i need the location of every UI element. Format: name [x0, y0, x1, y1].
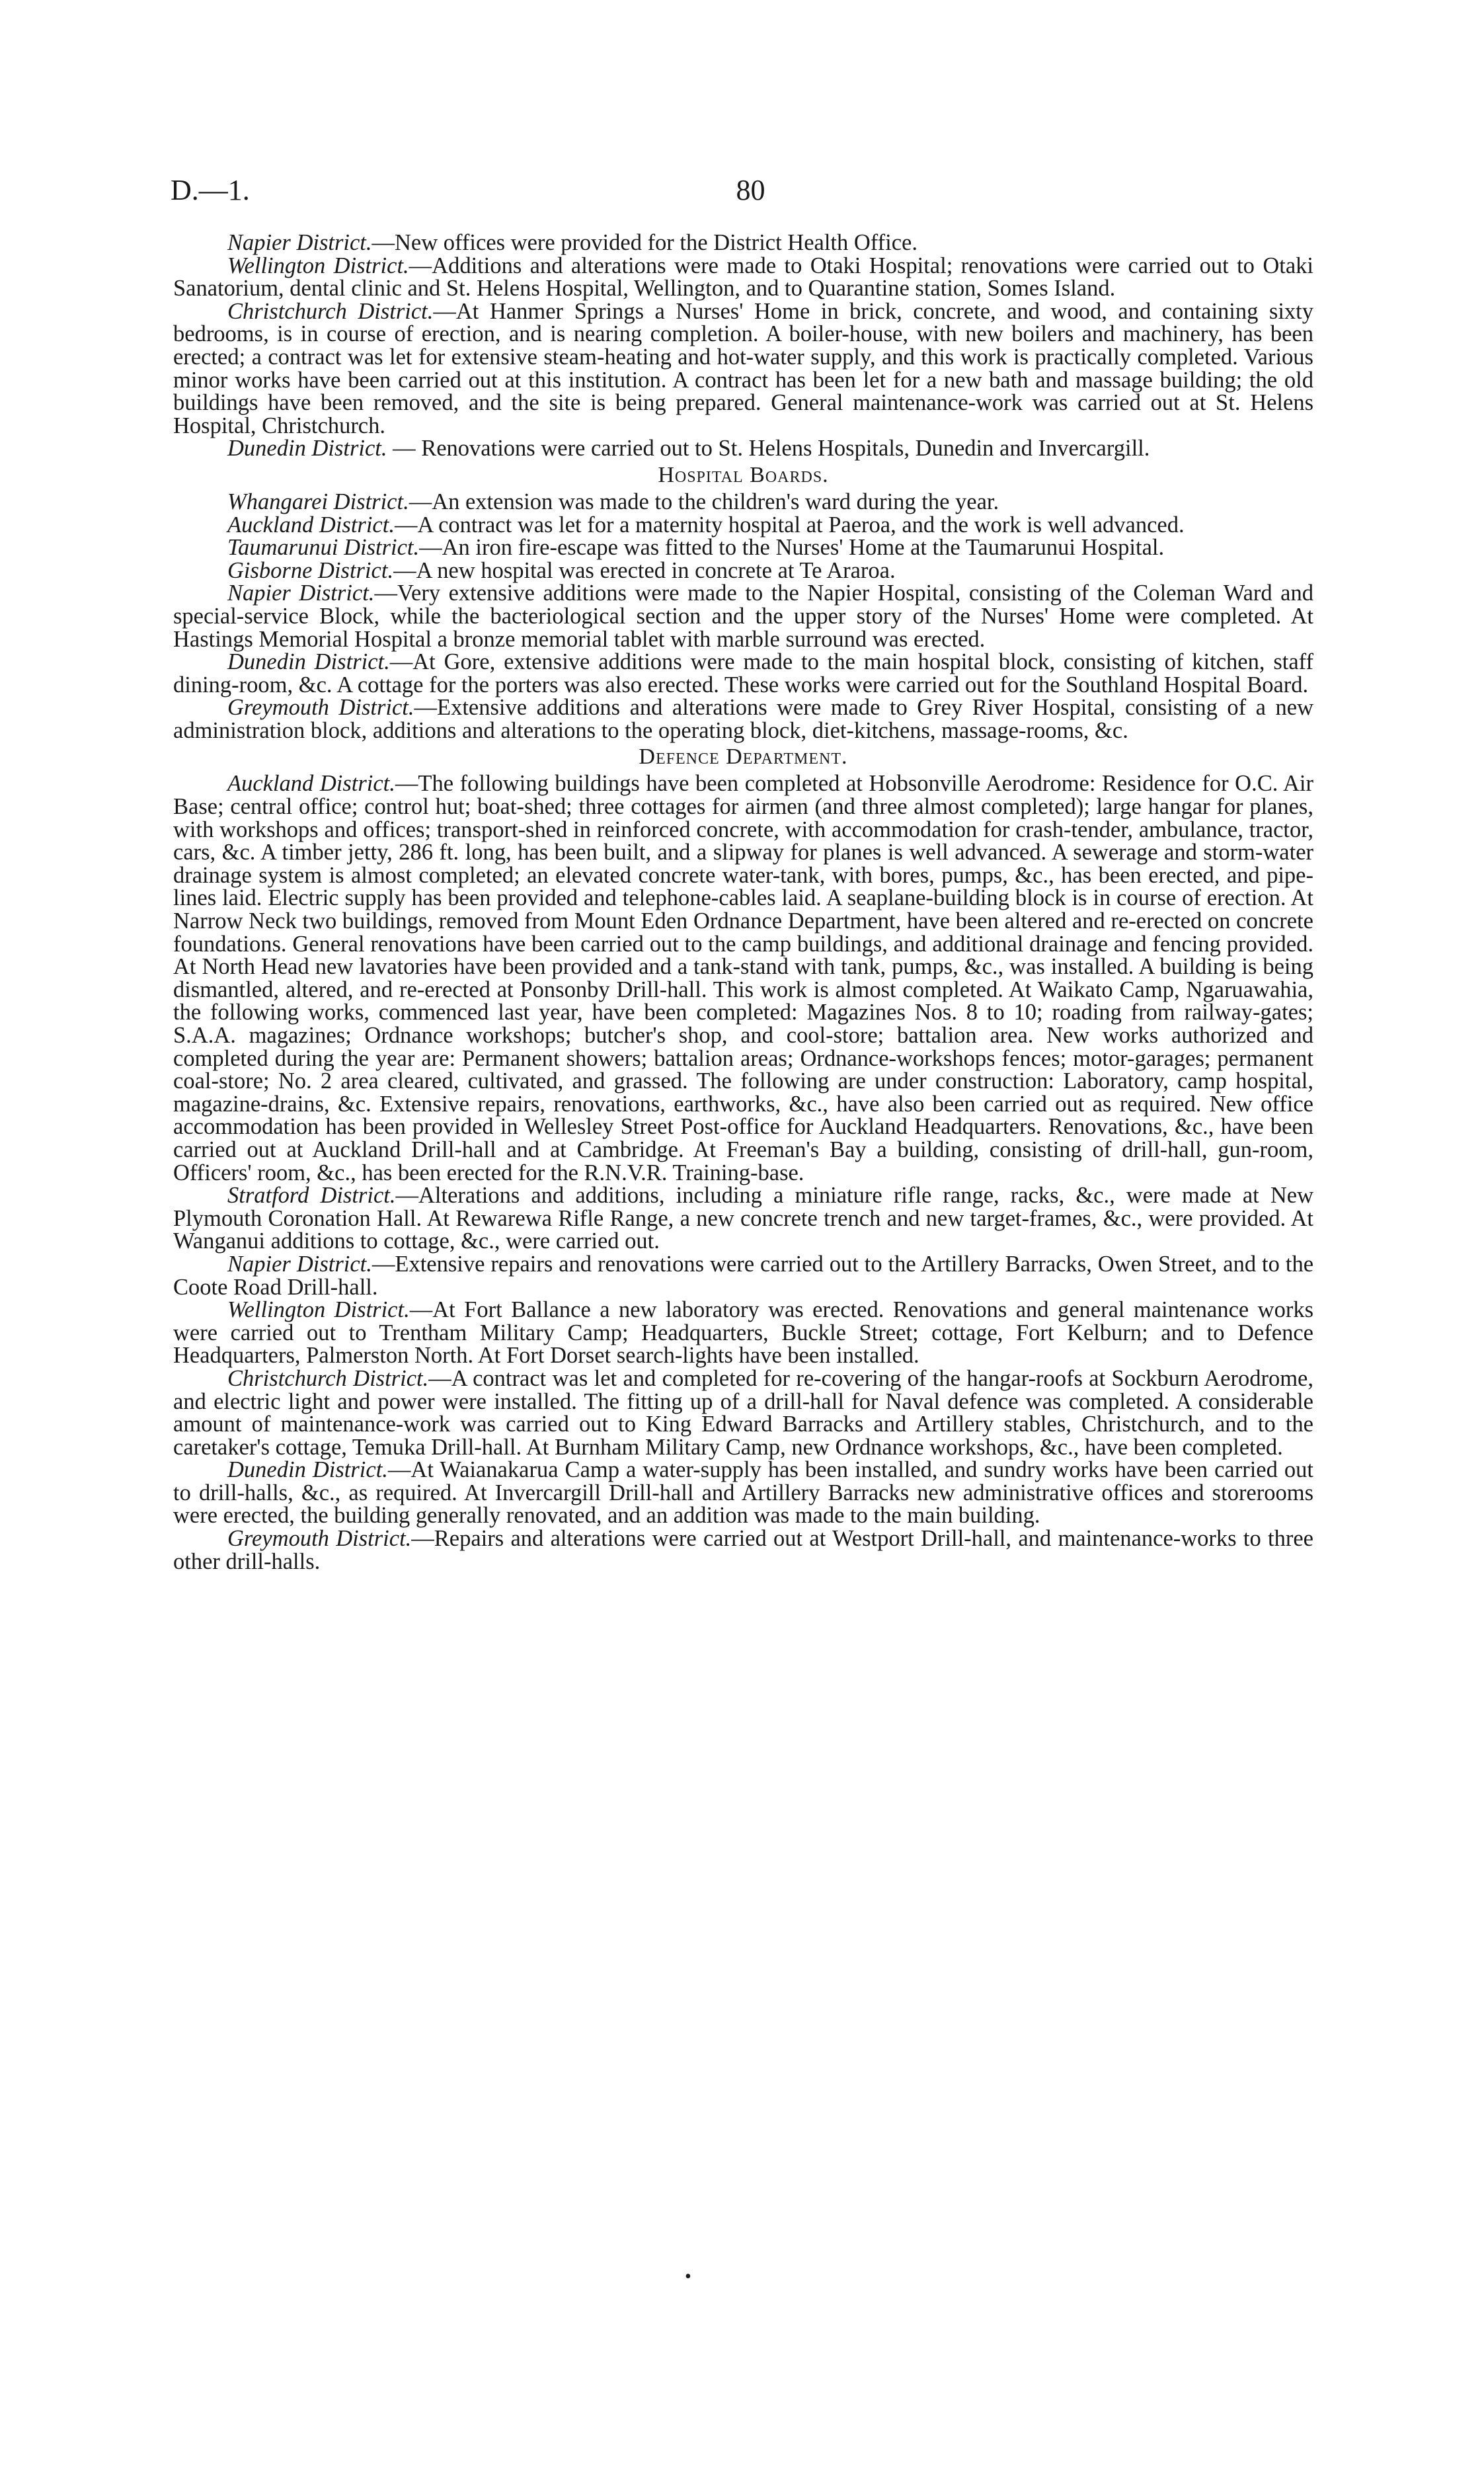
district-name: Auckland District.: [227, 512, 395, 538]
paragraph: [173, 582, 1313, 651]
section-heading-defence-department: Defence Department.: [639, 744, 848, 770]
district-name: Taumarunui District.: [227, 535, 420, 561]
paragraph-text: —A new hospital was erected in concrete at Te Araroa.: [393, 557, 896, 583]
district-name: Dunedin District.: [227, 436, 387, 461]
district-name: Wellington District.: [227, 1297, 410, 1323]
paragraph: [173, 437, 1313, 460]
district-name: Wellington District.: [227, 253, 409, 278]
paragraph-text: —Repairs and alterations were carried out at Westport Drill-hall, and maintenance-works to three other drill-halls.: [173, 1526, 1313, 1574]
paragraph-text: —Extensive additions and alterations were made to Grey River Hospital, consisting of a new administration block, additions and alterations to the operating block, diet-kitchens, massage-rooms, &c.: [173, 695, 1313, 743]
district-name: Napier District.: [227, 580, 375, 606]
page-body: [173, 231, 1313, 1573]
paragraph-text: —At Gore, extensive additions were made to the main hospital block, consisting of kitchen, staff dining-room, &c. A cottage for the porters was also erected. These works were carried out for the Southland Hospital Board.: [173, 649, 1313, 698]
paragraph: [173, 651, 1313, 696]
district-name: Dunedin District.: [227, 1457, 388, 1483]
paragraph: [173, 1458, 1313, 1527]
district-name: Gisborne District.: [227, 557, 394, 583]
paragraph: [173, 1527, 1313, 1573]
paragraph-text: —A contract was let for a maternity hospital at Paeroa, and the work is well advanced.: [394, 512, 1185, 538]
district-name: Greymouth District.: [227, 1526, 412, 1552]
footer-dot-mark: •: [685, 2266, 691, 2287]
paragraph: [173, 514, 1313, 537]
paragraph: [173, 696, 1313, 742]
paragraph: [173, 1253, 1313, 1298]
paragraph-text: —An extension was made to the children's ward during the year.: [409, 489, 999, 514]
paragraph: [173, 1184, 1313, 1253]
paragraph: [173, 1298, 1313, 1367]
district-name: Greymouth District.: [227, 695, 414, 721]
paragraph: [173, 255, 1313, 300]
paragraph-text: —Alterations and additions, including a miniature rifle range, racks, &c., were made at New Plymouth Coronation Hall. At Rewarewa Rifle Range, a new concrete trench and new target-frames, &c., were provided. At Wanganui additions to cottage, &c., were carried out.: [173, 1183, 1313, 1254]
district-name: Stratford District.: [227, 1183, 396, 1209]
paragraph-text: —At Fort Ballance a new laboratory was erected. Renovations and general maintenance works were carried out to Trentham Military Camp; Headquarters, Buckle Street; cottage, Fort Kelburn; and to Defence Headquarters, Palmerston North. At Fort Dorset search-lights have been installed.: [173, 1297, 1313, 1369]
paragraph-text: — Renovations were carried out to St. Helens Hospitals, Dunedin and Invercargill.: [387, 436, 1150, 461]
paragraph-text: —The following buildings have been completed at Hobsonville Aerodrome: Residence for O.C. Air Base; central office; control hut; boat-shed; three cottages for airmen (and three almost completed); large hangar for planes, with workshops and offices; transport-shed in reinforced concrete, with accommodation for crash-tender, ambulance, tractor, cars, &c. A timber jetty, 286 ft. long, has been built, and a slipway for planes is well advanced. A sewerage and storm-water drainage system is almost completed; an elevated concrete water-tank, with bores, pumps, &c., has been erected, and pipe-lines laid. Electric supply has been provided and telephone-cables laid. A seaplane-building block is in course of erection. At Narrow Neck two buildings, removed from Mount Eden Ordnance Department, have been altered and re-erected on concrete foundations. General renovations have been carried out to the camp buildings, and additional drainage and fencing provided. At North Head new lavatories have been provided and a tank-stand with tank, pumps, &c., was installed. A building is being dismantled, altered, and re-erected at Ponsonby Drill-hall. This work is almost completed. At Waikato Camp, Ngaruawahia, the following works, commenced last year, have been completed: Magazines Nos. 8 to 10; roading from railway-gates; S.A.A. magazines; Ordnance workshops; butcher's shop, and cool-store; battalion area. New works authorized and completed during the year are: Permanent showers; battalion areas; Ordnance-workshops fences; motor-garages; permanent coal-store; No. 2 area cleared, cultivated, and grassed. The following are under construction: Laboratory, camp hospital, magazine-drains, &c. Extensive repairs, renovations, earthworks, &c., have also been carried out as required. New office accommodation has been provided in Wellesley Street Post-office for Auckland Headquarters. Renovations, &c., have been carried out at Auckland Drill-hall and at Cambridge. At Freeman's Bay a building, consisting of drill-hall, gun-room, Officers' room, &c., has been erected for the R.N.V.R. Training-base.: [173, 771, 1313, 1185]
paragraph: [173, 772, 1313, 1184]
paragraph-text: —New offices were provided for the District Health Office.: [371, 230, 918, 255]
page-header: [171, 173, 1331, 206]
paragraph-text: —At Waianakarua Camp a water-supply has been installed, and sundry works have been carried out to drill-halls, &c., as required. At Invercargill Drill-hall and Artillery Barracks new administrative offices and storerooms were erected, the building generally renovated, and an addition was made to the main building.: [173, 1457, 1313, 1529]
district-name: Christchurch District.: [227, 298, 434, 324]
paragraph: [173, 231, 1313, 255]
paragraph-text: —At Hanmer Springs a Nurses' Home in brick, concrete, and wood, and containing sixty bedrooms, is in course of erection, and is nearing completion. A boiler-house, with new boilers and machinery, has been erected; a contract was let for extensive steam-heating and hot-water supply, and this work is practically completed. Various minor works have been carried out at this institution. A contract has been let for a new bath and massage building; the old buildings have been removed, and the site is being prepared. General maintenance-work was carried out at St. Helens Hospital, Christchurch.: [173, 298, 1313, 438]
paragraph-text: —Very extensive additions were made to the Napier Hospital, consisting of the Coleman Ward and special-service Block, while the bacteriological section and the upper story of the Nurses' Home were completed. At Hastings Memorial Hospital a bronze memorial tablet with marble surround was erected.: [173, 580, 1313, 652]
paragraph: [173, 559, 1313, 582]
paragraph: [173, 536, 1313, 559]
district-name: Napier District.: [227, 230, 372, 255]
paragraph-text: —Additions and alterations were made to Otaki Hospital; renovations were carried out to Otaki Sanatorium, dental clinic and St. Helens Hospital, Wellington, and to Quarantine station, Somes Island.: [173, 253, 1313, 301]
paragraph: [173, 491, 1313, 514]
paragraph: [173, 300, 1313, 438]
page-number: 80: [736, 174, 765, 206]
district-name: Napier District.: [227, 1251, 372, 1277]
district-name: Auckland District.: [227, 771, 395, 797]
paragraph: [173, 1367, 1313, 1458]
district-name: Christchurch District.: [227, 1365, 429, 1391]
paragraph-text: —A contract was let and completed for re-covering of the hangar-roofs at Sockburn Aerodrome, and electric light and power were installed. The fitting up of a drill-hall for Naval defence was completed. A considerable amount of maintenance-work was carried out to King Edward Barracks and Artillery stables, Christchurch, and to the caretaker's cottage, Temuka Drill-hall. At Burnham Military Camp, new Ordnance workshops, &c., have been completed.: [173, 1365, 1313, 1460]
report-code: D.—1.: [171, 174, 250, 206]
district-name: Dunedin District.: [227, 649, 390, 675]
paragraph-text: —Extensive repairs and renovations were carried out to the Artillery Barracks, Owen Street, and to the Coote Road Drill-hall.: [173, 1251, 1314, 1300]
paragraph-text: —An iron fire-escape was fitted to the Nurses' Home at the Taumarunui Hospital.: [419, 535, 1165, 561]
section-heading-hospital-boards: Hospital Boards.: [658, 462, 829, 487]
district-name: Whangarei District.: [227, 489, 409, 514]
